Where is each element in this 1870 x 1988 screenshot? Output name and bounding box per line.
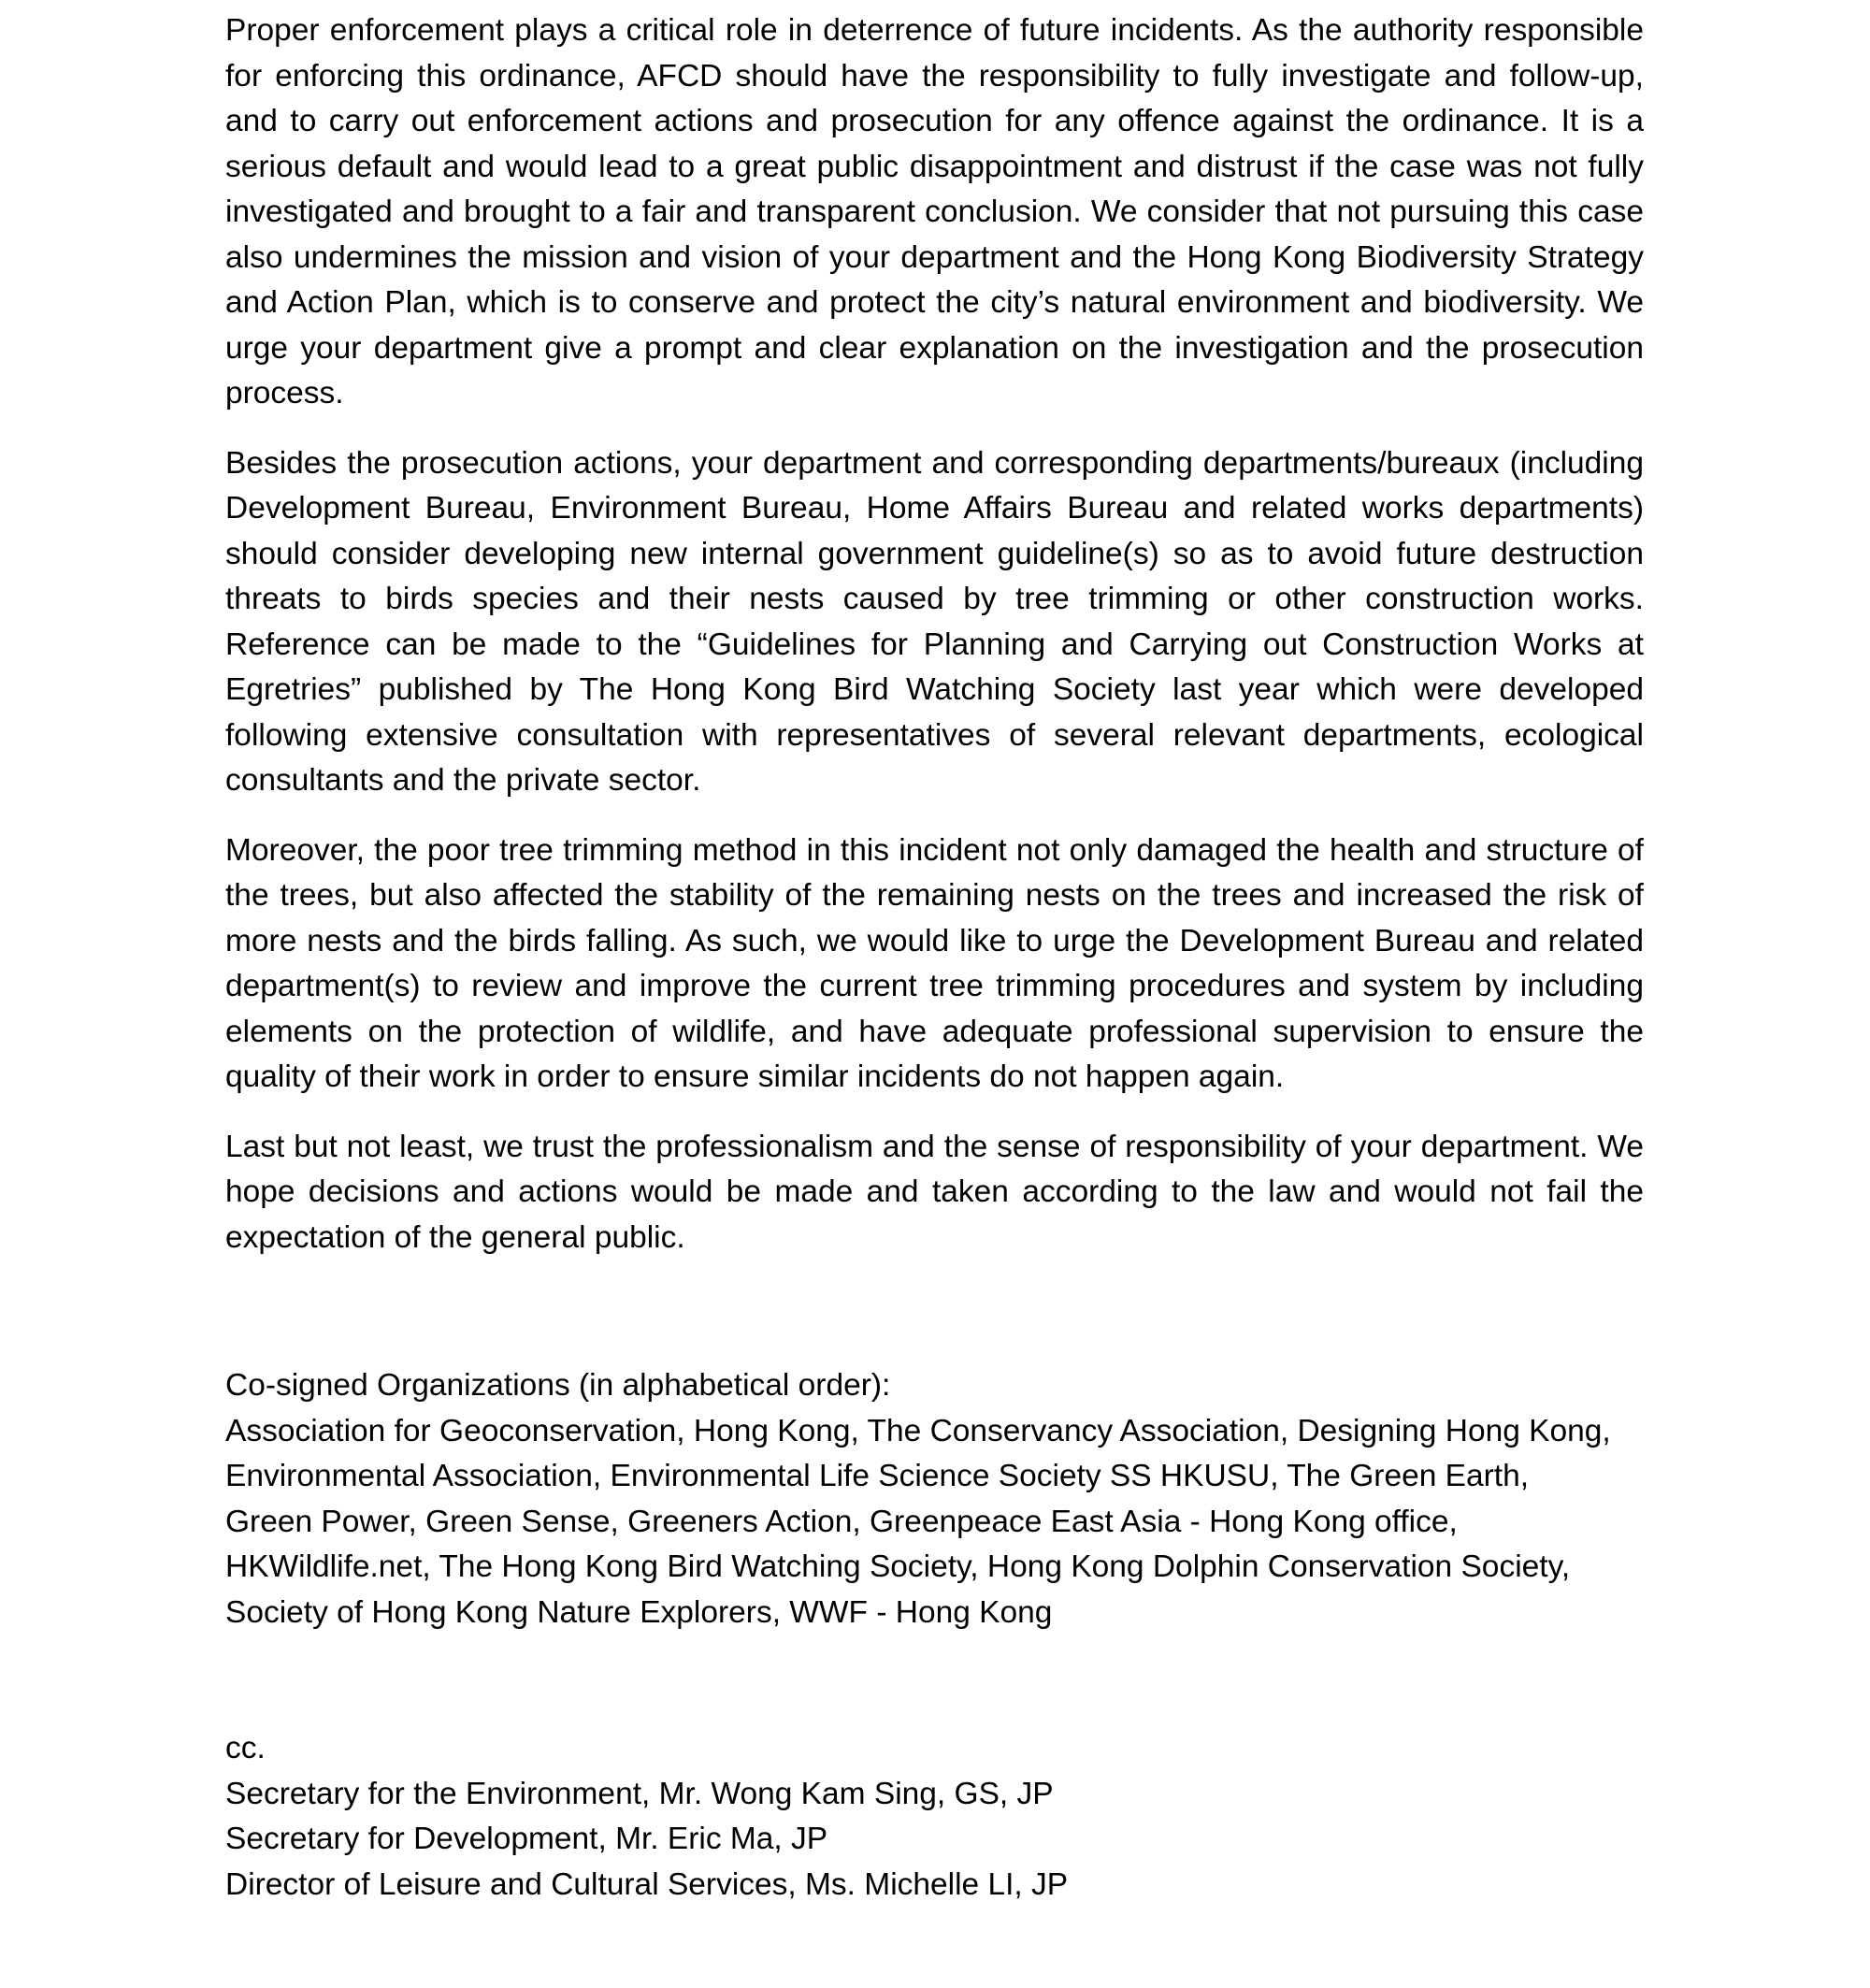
cosigned-line: Society of Hong Kong Nature Explorers, WWF - Hong Kong [225,1594,1053,1630]
cc-section [225,1726,1644,1908]
cosigned-section [225,1363,1644,1635]
body-paragraph-guidelines: Besides the prosecution actions, your department and corresponding departments/bureaux (including Development Bureau, Environment Bureau, Home Affairs Bureau and related works departments) should consider developing new internal government guideline(s) so as to avoid future destruction threats to birds species and their nests caused by tree trimming or other construction works. Reference can be made to the “Guidelines for Planning and Carrying out Construction Works at Egretries” published by The Hong Kong Bird Watching Society last year which were developed following extensive consultation with representatives of several relevant departments, ecological consultants and the private sector. [225,445,1644,798]
body-paragraph-closing: Last but not least, we trust the professionalism and the sense of responsibility of your department. We hope decisions and actions would be made and taken according to the law and would not fail the expectation of the general public. [225,1129,1644,1255]
cosigned-line: Association for Geoconservation, Hong Kong, The Conservancy Association, Designing Hong Kong, [225,1413,1611,1448]
cc-line: Secretary for the Environment, Mr. Wong Kam Sing, GS, JP [225,1776,1054,1811]
body-paragraph-enforcement: Proper enforcement plays a critical role in deterrence of future incidents. As the authority responsible for enforcing this ordinance, AFCD should have the responsibility to fully investigate and follow-up, and to carry out enforcement actions and prosecution for any offence against the ordinance. It is a serious default and would lead to a great public disappointment and distrust if the case was not fully investigated and brought to a fair and transparent conclusion. We consider that not pursuing this case also undermines the mission and vision of your department and the Hong Kong Biodiversity Strategy and Action Plan, which is to conserve and protect the city’s natural environment and biodiversity. We urge your department give a prompt and clear explanation on the investigation and the prosecution process. [225,13,1644,411]
cosigned-heading: Co-signed Organizations (in alphabetical order): [225,1368,891,1403]
cc-label: cc. [225,1731,266,1765]
cc-line: Secretary for Development, Mr. Eric Ma, JP [225,1822,828,1856]
body-paragraph-tree-trimming: Moreover, the poor tree trimming method in this incident not only damaged the health and structure of the trees, but also affected the stability of the remaining nests on the trees and increased the risk of more nests and the birds falling. As such, we would like to urge the Development Bureau and related department(s) to review and improve the current tree trimming procedures and system by including elements on the protection of wildlife, and have adequate professional supervision to ensure the quality of their work in order to ensure similar incidents do not happen again. [225,832,1644,1094]
cc-line: Director of Leisure and Cultural Services, Ms. Michelle LI, JP [225,1866,1069,1902]
cosigned-line: Green Power, Green Sense, Greeners Action, Greenpeace East Asia - Hong Kong office, [225,1504,1458,1539]
cosigned-line: HKWildlife.net, The Hong Kong Bird Watching Society, Hong Kong Dolphin Conservation Society, [225,1549,1571,1584]
cosigned-line: Environmental Association, Environmental Life Science Society SS HKUSU, The Green Earth, [225,1459,1530,1493]
